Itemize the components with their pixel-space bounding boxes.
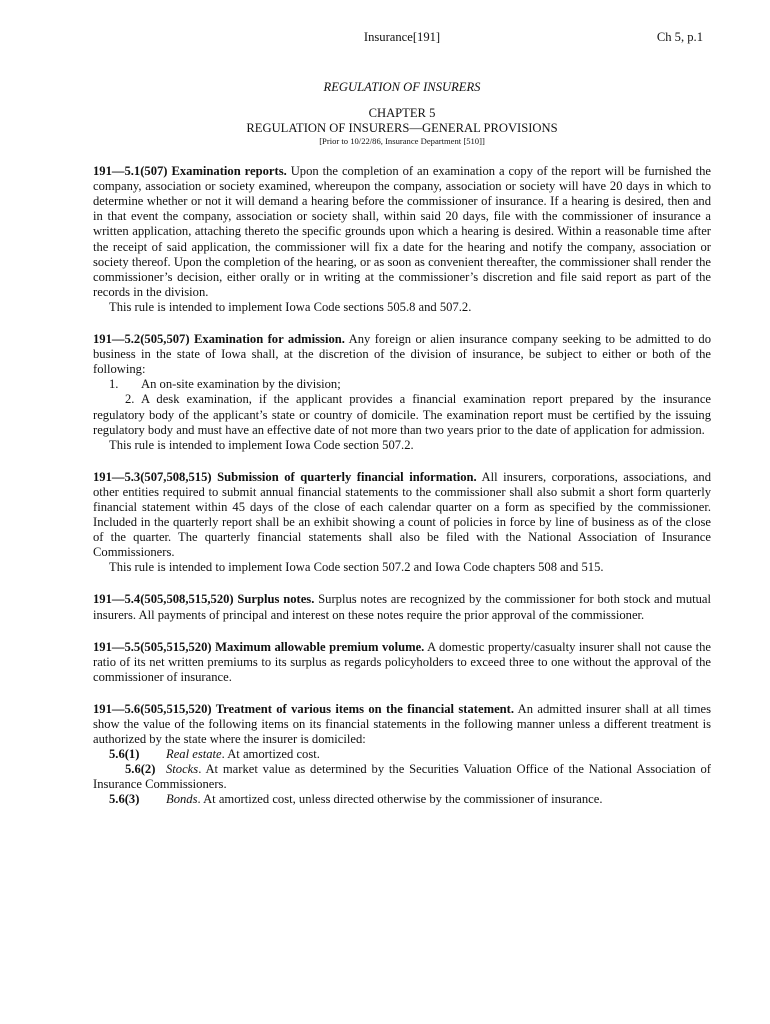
subrule-text: . At amortized cost. bbox=[221, 747, 320, 762]
rule-heading: 191—5.3(507,508,515) Submission of quarterly financial information. bbox=[93, 469, 477, 484]
running-header bbox=[93, 30, 711, 50]
subrule-term: Real estate bbox=[166, 747, 222, 762]
list-item-number: 2. bbox=[125, 392, 135, 407]
rule-paragraph bbox=[93, 332, 711, 377]
subrule-term: Bonds bbox=[166, 792, 198, 807]
rule-heading: 191—5.4(505,508,515,520) Surplus notes. bbox=[93, 592, 315, 607]
rule-5-4 bbox=[93, 592, 711, 622]
subrule-term: Stocks bbox=[166, 762, 199, 777]
rule-paragraph bbox=[93, 640, 711, 685]
chapter-heading bbox=[93, 106, 711, 136]
subrule-text: . At market value as determined by the Securities Valuation Office of the National Association of Insurance Commissioners. bbox=[93, 762, 711, 792]
header-page-ref: Ch 5, p.1 bbox=[656, 30, 703, 44]
chapter-name: REGULATION OF INSURERS—GENERAL PROVISIONS bbox=[246, 121, 558, 136]
rule-implementation-note: This rule is intended to implement Iowa Code sections 505.8 and 507.2. bbox=[109, 299, 472, 314]
rule-paragraph bbox=[93, 470, 711, 561]
rule-body: All insurers, corporations, associations, and other entities required to submit annual financial statements to the commissioner shall also submit a short form quarterly financial statement within 45 days of the close of each calendar quarter on a form as specified by the commissioner. Included in the quarterly report shall be an exhibit showing a count of policies in force by line of business as of the close of the quarter. The quarterly financial statements shall also be filed with the National Association of Insurance Commissioners. bbox=[93, 469, 711, 560]
rule-5-5 bbox=[93, 640, 711, 685]
list-item-text: An on-site examination by the division; bbox=[141, 377, 341, 392]
rule-heading: 191—5.1(507) Examination reports. bbox=[93, 164, 287, 179]
rule-implementation-note: This rule is intended to implement Iowa Code section 507.2 and Iowa Code chapters 508 and 515. bbox=[109, 560, 604, 575]
rule-body: An admitted insurer shall at all times show the value of the following items on its financial statements in the following manner unless a different treatment is authorized by the state where the insurer is domiciled: bbox=[93, 701, 711, 747]
subrule-5-6-1 bbox=[93, 747, 711, 762]
subrule-number: 5.6(1) bbox=[109, 747, 140, 762]
subrule-5-6-2 bbox=[93, 762, 711, 792]
subrule-number: 5.6(3) bbox=[109, 792, 140, 807]
rule-paragraph bbox=[93, 164, 711, 300]
chapter-number: CHAPTER 5 bbox=[368, 106, 436, 121]
chapter-note: [Prior to 10/22/86, Insurance Department [510]] bbox=[319, 136, 485, 147]
rule-body: Surplus notes are recognized by the commissioner for both stock and mutual insurers. All payments of principal and interest on these notes require the prior approval of the commissioner. bbox=[93, 592, 712, 622]
rule-body: Upon the completion of an examination a copy of the report will be furnished the company, association or society examined, whereupon the company, association or society will have 20 days in which to determine whether or not it will demand a hearing before the commissioner of insurance. If a hearing is desired, then and in that event the company, association or society shall, within said 20 days, file with the commissioner of insurance a written application, attaching thereto the specific grounds upon which a hearing is desired. Within a reasonable time after the receipt of said application, the commissioner will fix a date for the hearing and notify the company, association or society thereof. Upon the completion of the hearing, or as soon as convenient thereafter, the commissioner shall render the commissioner’s decision, either orally or in writing at the commissioner’s discretion and file said report as part of the records in the division. bbox=[93, 164, 711, 299]
document-title: REGULATION OF INSURERS bbox=[323, 80, 481, 94]
subrule-number: 5.6(2) bbox=[125, 762, 156, 777]
rule-body: A domestic property/casualty insurer shall not cause the ratio of its net written premiums to its surplus as regards policyholders to exceed three to one without the approval of the commissioner of insurance. bbox=[93, 639, 711, 684]
list-item-text: A desk examination, if the applicant provides a financial examination report prepared by the insurance regulatory body of the applicant’s state or country of domicile. The examination report must be certified by the issuing regulatory body and must have an effective date of not more than two years prior to the date of application for admission. bbox=[93, 392, 711, 437]
rule-heading: 191—5.6(505,515,520) Treatment of various items on the financial statement. bbox=[93, 701, 515, 716]
rule-5-1 bbox=[93, 164, 711, 315]
rule-paragraph bbox=[93, 592, 711, 622]
rule-5-6 bbox=[93, 702, 711, 808]
subrule-text: . At amortized cost, unless directed otherwise by the commissioner of insurance. bbox=[197, 792, 603, 807]
rule-heading: 191—5.2(505,507) Examination for admission. bbox=[93, 332, 345, 347]
rule-5-3 bbox=[93, 470, 711, 576]
list-item bbox=[93, 377, 711, 392]
list-item-number: 1. bbox=[109, 377, 119, 392]
rule-5-2 bbox=[93, 332, 711, 453]
subrule-5-6-3 bbox=[93, 792, 711, 807]
list-item bbox=[93, 392, 711, 437]
header-title: Insurance[191] bbox=[363, 30, 441, 44]
document-page bbox=[93, 30, 711, 808]
rule-paragraph bbox=[93, 702, 711, 747]
rule-implementation-note: This rule is intended to implement Iowa Code section 507.2. bbox=[109, 437, 414, 452]
rule-body: Any foreign or alien insurance company seeking to be admitted to do business in the state of Iowa shall, at the discretion of the division of insurance, be subject to either or both of the following: bbox=[93, 332, 711, 377]
rule-heading: 191—5.5(505,515,520) Maximum allowable premium volume. bbox=[93, 639, 425, 654]
